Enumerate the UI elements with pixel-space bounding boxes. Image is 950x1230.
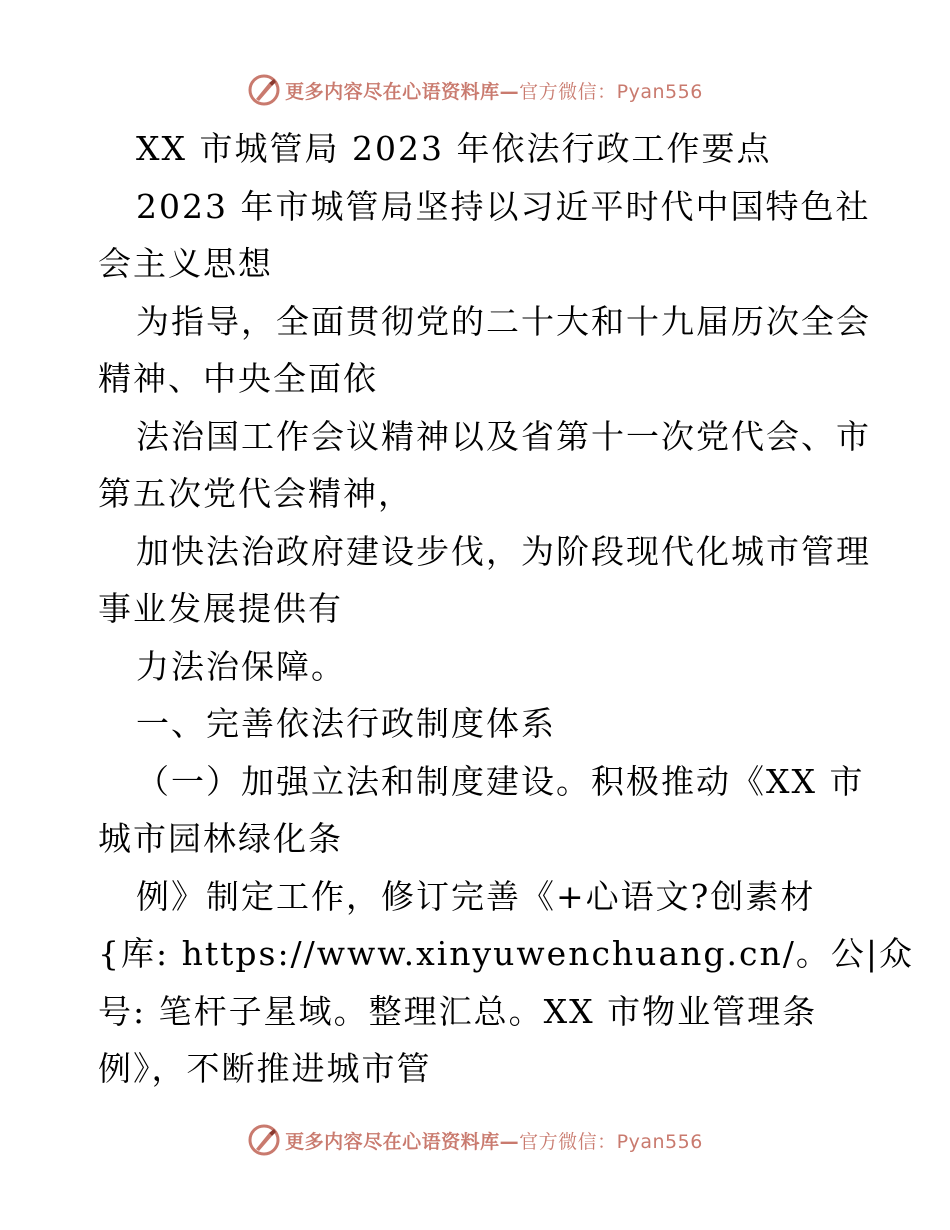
pen-circle-logo-icon	[247, 1123, 281, 1157]
text-line: 2023 年市城管局坚持以习近平时代中国特色社	[136, 186, 871, 226]
text-line: 为指导，全面贯彻党的二十大和十九届历次全会	[136, 301, 871, 341]
text-line: {库: https://www.xinyuwenchuang.cn/。公|众	[98, 934, 914, 973]
pen-circle-logo-icon	[247, 73, 281, 107]
text-line: 一、完善依法行政制度体系	[136, 704, 556, 743]
text-line: XX 市城管局 2023 年依法行政工作要点	[136, 129, 772, 168]
text-line: 精神、中央全面依	[98, 359, 378, 398]
text-line: 号: 笔杆子星域。整理汇总。XX 市物业管理条	[98, 991, 818, 1031]
text-line: 例》制定工作，修订完善《+心语文?创素材	[136, 876, 816, 916]
text-line: 第五次党代会精神，	[98, 474, 413, 513]
banner-text: 更多内容尽在心语资料库—官方微信：Pyan556	[285, 1130, 703, 1153]
text-line: （一）加强立法和制度建设。积极推动《XX 市	[136, 761, 865, 801]
text-line: 事业发展提供有	[98, 589, 343, 628]
text-line: 城市园林绿化条	[98, 819, 343, 858]
footer-banner	[0, 1120, 950, 1160]
text-line: 会主义思想	[98, 244, 273, 283]
document-body	[98, 120, 914, 1098]
text-line: 例》，不断推进城市管	[98, 1049, 432, 1088]
text-line: 力法治保障。	[136, 646, 346, 686]
banner-text: 更多内容尽在心语资料库—官方微信：Pyan556	[285, 80, 703, 103]
text-line: 加快法治政府建设步伐，为阶段现代化城市管理	[136, 531, 871, 571]
text-line: 法治国工作会议精神以及省第十一次党代会、市	[136, 416, 871, 456]
header-banner	[0, 70, 950, 110]
